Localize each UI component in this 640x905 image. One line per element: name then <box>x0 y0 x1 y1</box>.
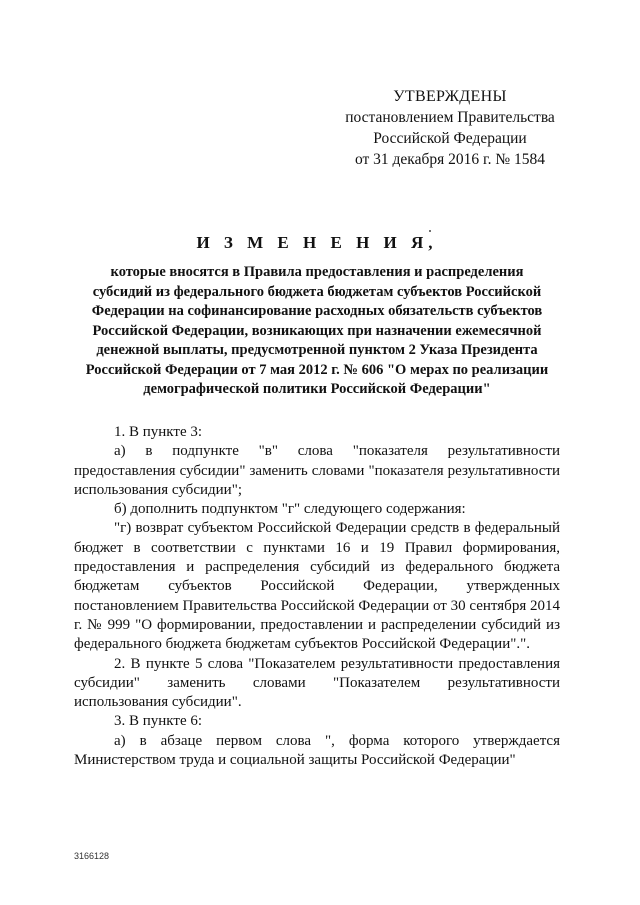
document-code: 3166128 <box>74 851 110 861</box>
paragraph-quote-g: "г) возврат субъектом Российской Федерации средств в федеральный бюджет в соответствии с пунктами 16 и 19 Правил формирования, предоставления и распределения субсидий из федерального бюджета бюджетам субъектов Российской Федерации, утвержденных постановлением Правительства Российской Федерации от 30 сентября 2014 г. № 999 "О формировании, предоставлении и распределении субсидий из федерального бюджета бюджетам субъектов Российской Федерации".". <box>74 520 560 653</box>
paragraph-subitem-b: б) дополнить подпунктом "г" следующего содержания: <box>114 501 466 518</box>
document-heading: И З М Е Н Е Н И Я, <box>196 233 438 252</box>
paragraph-item-2: 2. В пункте 5 слова "Показателем результативности предоставления субсидии" заменить словами "Показателем результативности использования субсидии". <box>74 655 560 711</box>
scan-speck <box>429 230 431 232</box>
paragraph-item-3: 3. В пункте 6: <box>114 713 203 730</box>
subtitle-line: Российской Федерации, возникающих при назначении ежемесячной <box>92 322 542 339</box>
document-subtitle <box>74 263 560 400</box>
subtitle-line: Российской Федерации от 7 мая 2012 г. № 606 "О мерах по реализации <box>85 361 549 378</box>
approval-line-3: от 31 декабря 2016 г. № 1584 <box>354 151 546 168</box>
approval-stamp: УТВЕРЖДЕНЫ <box>393 88 507 105</box>
subtitle-line: субсидий из федерального бюджета бюджетам субъектов Российской <box>92 283 542 300</box>
approval-block <box>330 86 570 170</box>
paragraph-subitem-a-2: а) в абзаце первом слова ", форма которого утверждается Министерством труда и социальной защиты Российской Федерации" <box>74 732 560 769</box>
approval-line-2: Российской Федерации <box>373 130 527 147</box>
paragraph-subitem-a: а) в подпункте "в" слова "показателя результативности предоставления субсидии" заменить словами "показателя результативности использования субсидии"; <box>74 443 560 498</box>
subtitle-line: демографической политики Российской Федерации" <box>143 381 491 397</box>
paragraph-item-1: 1. В пункте 3: <box>114 424 203 440</box>
approval-line-1: постановлением Правительства <box>345 109 555 126</box>
subtitle-line: Федерации на софинансирование расходных обязательств субъектов <box>91 303 543 319</box>
document-body <box>74 423 560 770</box>
subtitle-line: денежной выплаты, предусмотренной пунктом 2 Указа Президента <box>96 342 538 358</box>
subtitle-line: которые вносятся в Правила предоставления и распределения <box>110 264 524 280</box>
